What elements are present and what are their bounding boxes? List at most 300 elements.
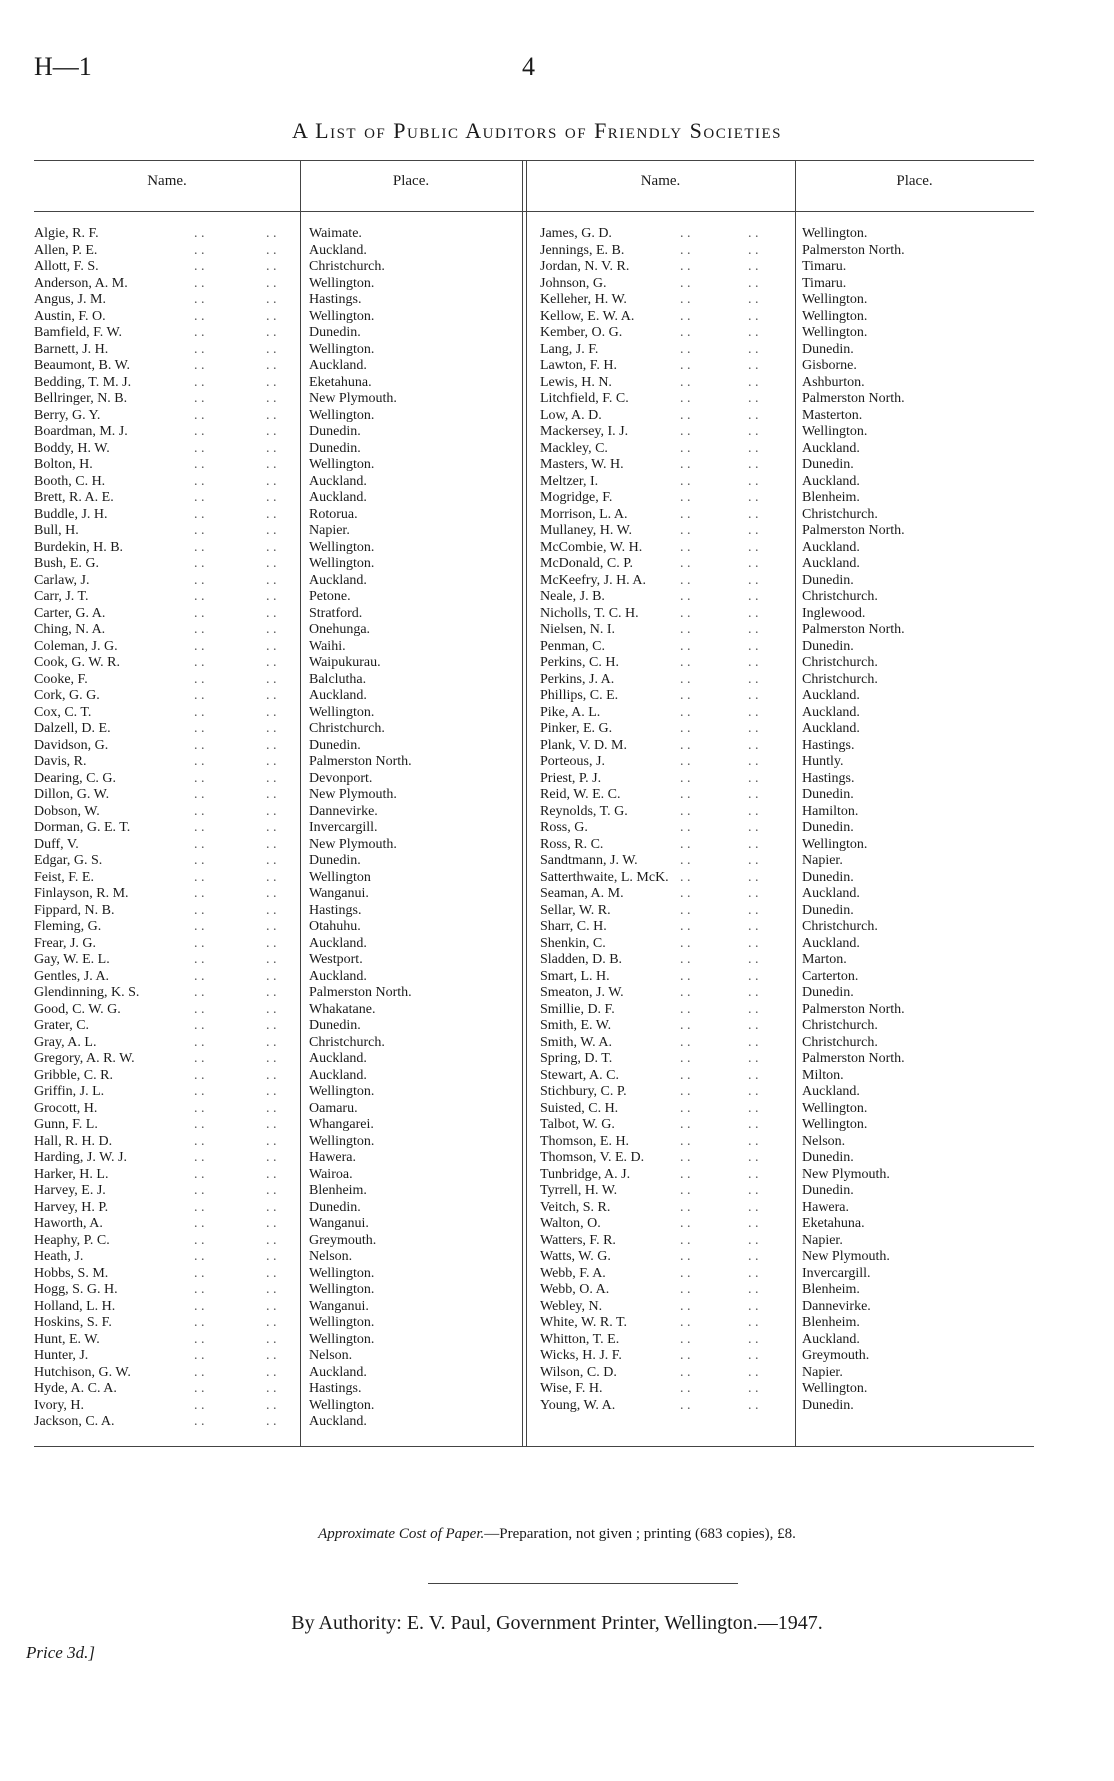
leader-dots: . . [680,1397,691,1413]
leader-dots: . . [194,655,205,670]
column-header-name-right: Name. [640,173,681,189]
leader-dots: . . [194,721,205,736]
auditor-place: Christchurch. [802,1034,878,1050]
leader-dots: . . [266,325,277,340]
leader-dots: . . [680,737,691,753]
auditor-name: Mogridge, F. [540,490,613,505]
auditor-place: Auckland. [309,358,367,373]
auditor-name: Wicks, H. J. F. [540,1348,622,1363]
leader-dots: . . [194,968,205,984]
leader-dots: . . [266,358,277,373]
list-item [540,1167,1034,1184]
list-item [34,391,514,408]
leader-dots: . . [266,638,277,654]
auditor-place: Auckland. [309,1051,367,1066]
leader-dots: . . [748,704,759,720]
auditor-place: Auckland. [309,242,367,258]
leader-dots: . . [194,935,205,951]
auditor-name: Meltzer, I. [540,473,599,489]
auditor-place: Wellington. [309,1315,375,1330]
auditor-name: Barnett, J. H. [34,341,109,357]
auditor-place: Huntly. [802,754,844,769]
list-item [540,1216,1034,1233]
list-item [540,870,1034,887]
auditor-name: Litchfield, F. C. [540,391,629,406]
list-item [34,523,514,540]
auditor-place: New Plymouth. [309,836,397,852]
auditor-name: Harker, H. L. [34,1166,109,1182]
auditor-place: Carterton. [802,968,859,984]
auditor-name: Harvey, E. J. [34,1183,106,1198]
auditor-place: Christchurch. [802,671,878,687]
list-item [34,787,514,804]
auditor-place: Auckland. [802,1331,860,1347]
auditor-place: Auckland. [802,935,860,951]
auditor-place: Wellington. [802,1117,868,1132]
leader-dots: . . [194,473,205,489]
auditor-place: Dunedin. [309,737,361,753]
auditor-place: Palmerston North. [802,622,905,637]
leader-dots: . . [266,968,277,984]
leader-dots: . . [266,952,277,967]
auditor-place: Dunedin. [802,985,854,1000]
auditor-place: Auckland. [309,935,367,951]
list-item [34,1332,514,1349]
auditor-name: Perkins, J. A. [540,671,615,687]
list-item [540,1249,1034,1266]
auditor-name: Lawton, F. H. [540,358,618,373]
auditor-place: Wanganui. [309,1216,369,1231]
list-item [34,325,514,342]
leader-dots: . . [748,1265,759,1281]
leader-dots: . . [194,1298,205,1314]
auditor-place: Auckland. [309,572,367,588]
auditor-place: Dunedin. [802,572,854,588]
auditor-name: Reynolds, T. G. [540,803,628,819]
auditor-name: Smith, W. A. [540,1034,612,1050]
leader-dots: . . [748,968,759,984]
auditor-place: Wairoa. [309,1166,353,1182]
list-item [540,309,1034,326]
leader-dots: . . [748,1084,759,1099]
leader-dots: . . [680,638,691,654]
leader-dots: . . [680,902,691,918]
auditor-place: Christchurch. [802,1018,878,1033]
auditor-name: Mackersey, I. J. [540,424,629,439]
list-item [540,243,1034,260]
list-item [34,1101,514,1118]
document-code: H—1 [34,52,92,81]
auditor-place: Timaru. [802,275,847,291]
auditor-name: Burdekin, H. B. [34,539,124,555]
auditor-name: Carr, J. T. [34,589,89,604]
auditor-place: New Plymouth. [802,1249,890,1264]
auditor-name: Brett, R. A. E. [34,490,114,505]
list-item [540,292,1034,309]
leader-dots: . . [194,490,205,505]
list-item [34,474,514,491]
auditor-name: Cox, C. T. [34,704,92,720]
leader-dots: . . [748,1051,759,1066]
auditor-name: Penman, C. [540,638,605,654]
leader-dots: . . [194,820,205,835]
auditor-place: Auckland. [802,721,860,736]
leader-dots: . . [266,1067,277,1083]
list-item [540,1200,1034,1217]
list-item [34,1282,514,1299]
leader-dots: . . [266,622,277,637]
list-item [34,985,514,1002]
page-number: 4 [522,52,535,81]
leader-dots: . . [748,374,759,390]
list-item [540,1183,1034,1200]
leader-dots: . . [680,374,691,390]
leader-dots: . . [194,1100,205,1116]
auditor-name: Allott, F. S. [34,259,99,274]
list-item [34,408,514,425]
leader-dots: . . [680,671,691,687]
auditor-name: Watts, W. G. [540,1249,611,1264]
leader-dots: . . [680,1216,691,1231]
list-item [34,672,514,689]
list-item [540,457,1034,474]
auditor-name: Booth, C. H. [34,473,106,489]
list-item [540,573,1034,590]
list-item [34,1348,514,1365]
auditor-name: Carter, G. A. [34,605,106,621]
leader-dots: . . [680,622,691,637]
auditor-place: Otahuhu. [309,919,361,934]
leader-dots: . . [194,1183,205,1198]
auditor-place: Rotorua. [309,506,358,522]
leader-dots: . . [680,1067,691,1083]
leader-dots: . . [748,919,759,934]
leader-dots: . . [266,1298,277,1314]
auditor-name: Talbot, W. G. [540,1117,615,1132]
auditor-name: Bush, E. G. [34,556,99,571]
leader-dots: . . [680,1331,691,1347]
auditor-name: Tyrrell, H. W. [540,1183,618,1198]
leader-dots: . . [194,341,205,357]
auditor-name: Cork, G. G. [34,688,100,703]
list-item [34,226,514,243]
leader-dots: . . [748,638,759,654]
leader-dots: . . [194,886,205,901]
list-item [34,1381,514,1398]
list-item [540,1299,1034,1316]
list-item [540,408,1034,425]
auditor-name: Fleming, G. [34,919,102,934]
auditor-name: White, W. R. T. [540,1315,627,1330]
list-item [34,556,514,573]
auditor-place: Auckland. [802,539,860,555]
leader-dots: . . [194,1348,205,1363]
auditor-name: Cooke, F. [34,671,88,687]
leader-dots: . . [194,737,205,753]
auditor-place: Wellington. [309,539,375,555]
leader-dots: . . [748,853,759,868]
leader-dots: . . [680,473,691,489]
auditor-place: Palmerston North. [309,985,412,1000]
auditor-place: Dunedin. [309,1199,361,1215]
auditor-name: Dalzell, D. E. [34,721,111,736]
list-item [34,1249,514,1266]
auditor-name: Feist, F. E. [34,869,94,885]
authority-rule [428,1583,738,1584]
leader-dots: . . [680,1100,691,1116]
auditor-place: Dunedin. [802,1150,854,1165]
auditor-name: Spring, D. T. [540,1051,613,1066]
leader-dots: . . [194,1199,205,1215]
leader-dots: . . [748,556,759,571]
leader-dots: . . [194,226,205,241]
column-divider-center [522,160,523,1446]
auditor-name: Kellow, E. W. A. [540,308,635,324]
leader-dots: . . [680,572,691,588]
list-item [34,1414,514,1431]
list-item [34,1134,514,1151]
leader-dots: . . [194,1067,205,1083]
leader-dots: . . [266,1282,277,1297]
auditor-name: Austin, F. O. [34,308,106,324]
leader-dots: . . [680,704,691,720]
leader-dots: . . [748,1150,759,1165]
auditor-place: Auckland. [309,1364,367,1380]
leader-dots: . . [194,787,205,802]
list-item [540,1332,1034,1349]
leader-dots: . . [266,836,277,852]
auditor-place: Dannevirke. [309,803,378,819]
leader-dots: . . [194,770,205,786]
auditor-place: Wellington. [309,1084,375,1099]
auditor-list-left [34,226,514,1431]
auditor-name: Webley, N. [540,1298,603,1314]
leader-dots: . . [194,754,205,769]
leader-dots: . . [266,1150,277,1165]
leader-dots: . . [266,259,277,274]
auditor-place: Eketahuna. [802,1216,865,1231]
auditor-place: Christchurch. [309,1034,385,1050]
leader-dots: . . [680,968,691,984]
auditor-name: Boardman, M. J. [34,424,128,439]
leader-dots: . . [266,572,277,588]
cost-footnote-label: Approximate Cost of Paper. [318,1526,485,1542]
list-item [34,1266,514,1283]
auditor-place: Petone. [309,589,351,604]
auditor-name: Hunt, E. W. [34,1331,100,1347]
leader-dots: . . [194,1232,205,1248]
auditor-name: Watters, F. R. [540,1232,616,1248]
leader-dots: . . [266,391,277,406]
auditor-name: Gray, A. L. [34,1034,97,1050]
leader-dots: . . [748,721,759,736]
auditor-place: Napier. [802,853,843,868]
auditor-name: Hoskins, S. F. [34,1315,112,1330]
auditor-name: Plank, V. D. M. [540,737,628,753]
leader-dots: . . [194,1381,205,1396]
auditor-name: Duff, V. [34,836,79,852]
leader-dots: . . [266,1166,277,1182]
auditor-place: New Plymouth. [802,1166,890,1182]
list-item [540,1051,1034,1068]
leader-dots: . . [194,589,205,604]
leader-dots: . . [266,1381,277,1396]
auditor-name: Good, C. W. G. [34,1001,121,1017]
auditor-name: Gregory, A. R. W. [34,1051,135,1066]
auditor-name: Bull, H. [34,523,79,538]
leader-dots: . . [194,523,205,538]
auditor-place: Hamilton. [802,803,859,819]
auditor-place: Auckland. [802,473,860,489]
auditor-name: Porteous, J. [540,754,605,769]
leader-dots: . . [680,1381,691,1396]
auditor-place: Inglewood. [802,605,866,621]
leader-dots: . . [748,1397,759,1413]
leader-dots: . . [194,1331,205,1347]
leader-dots: . . [748,1067,759,1083]
auditor-place: Hawera. [309,1150,357,1165]
auditor-place: Wellington [309,869,371,885]
auditor-name: Smeaton, J. W. [540,985,624,1000]
list-item [540,358,1034,375]
auditor-place: Dunedin. [802,457,854,472]
list-item [540,589,1034,606]
leader-dots: . . [194,407,205,423]
leader-dots: . . [266,935,277,951]
column-divider-center-2 [526,160,527,1446]
list-item [34,1068,514,1085]
auditor-place: Auckland. [309,490,367,505]
auditor-name: McCombie, W. H. [540,539,643,555]
auditor-place: Onehunga. [309,622,371,637]
auditor-name: Griffin, J. L. [34,1084,105,1099]
leader-dots: . . [680,407,691,423]
leader-dots: . . [266,1001,277,1017]
leader-dots: . . [748,539,759,555]
list-item [34,606,514,623]
auditor-place: Auckland. [802,440,860,456]
list-item [34,589,514,606]
auditor-name: Mullaney, H. W. [540,523,633,538]
auditor-place: Napier. [802,1364,843,1380]
list-item [540,375,1034,392]
list-item [34,639,514,656]
auditor-name: Kelleher, H. W. [540,292,627,307]
auditor-place: Auckland. [309,473,367,489]
auditor-name: Harding, J. W. J. [34,1150,127,1165]
list-item [540,837,1034,854]
leader-dots: . . [194,671,205,687]
leader-dots: . . [194,1315,205,1330]
auditor-place: Balclutha. [309,671,367,687]
auditor-place: Dunedin. [309,1018,361,1033]
auditor-name: Shenkin, C. [540,935,606,951]
leader-dots: . . [266,506,277,522]
leader-dots: . . [194,325,205,340]
leader-dots: . . [194,622,205,637]
leader-dots: . . [748,1331,759,1347]
leader-dots: . . [748,605,759,621]
auditor-name: Young, W. A. [540,1397,616,1413]
auditor-name: Ivory, H. [34,1397,85,1413]
leader-dots: . . [748,424,759,439]
list-item [34,804,514,821]
leader-dots: . . [266,655,277,670]
leader-dots: . . [680,721,691,736]
leader-dots: . . [748,523,759,538]
leader-dots: . . [748,473,759,489]
auditor-name: Sellar, W. R. [540,902,611,918]
leader-dots: . . [266,424,277,439]
list-item [540,1035,1034,1052]
auditor-place: Auckland. [802,886,860,901]
leader-dots: . . [266,1034,277,1050]
auditor-place: Eketahuna. [309,374,372,390]
auditor-place: Oamaru. [309,1100,358,1116]
auditor-name: Heaphy, P. C. [34,1232,110,1248]
leader-dots: . . [266,737,277,753]
auditor-place: Dunedin. [309,325,361,340]
leader-dots: . . [194,836,205,852]
auditor-name: Smillie, D. F. [540,1001,615,1017]
auditor-place: Palmerston North. [802,391,905,406]
page-title: A List of Public Auditors of Friendly Societies [291,118,783,143]
list-item [540,441,1034,458]
leader-dots: . . [748,341,759,357]
list-item [540,1101,1034,1118]
leader-dots: . . [266,688,277,703]
list-item [540,1150,1034,1167]
auditor-place: Hastings. [309,902,362,918]
list-item [34,259,514,276]
leader-dots: . . [680,1364,691,1380]
auditor-place: Nelson. [802,1133,846,1149]
auditor-place: Whakatane. [309,1001,376,1017]
leader-dots: . . [266,869,277,885]
leader-dots: . . [680,1034,691,1050]
leader-dots: . . [680,391,691,406]
auditor-place: Blenheim. [802,1315,860,1330]
auditor-place: Palmerston North. [802,1001,905,1017]
leader-dots: . . [194,985,205,1000]
auditor-name: Morrison, L. A. [540,506,628,522]
auditor-name: Nicholls, T. C. H. [540,605,639,621]
leader-dots: . . [748,292,759,307]
auditor-place: Wanganui. [309,886,369,901]
auditor-name: Carlaw, J. [34,572,90,588]
list-item [540,969,1034,986]
list-item [34,1117,514,1134]
list-item [34,540,514,557]
leader-dots: . . [680,1150,691,1165]
list-item [34,705,514,722]
list-item [34,1167,514,1184]
leader-dots: . . [748,952,759,967]
auditor-place: Ashburton. [802,374,865,390]
leader-dots: . . [748,308,759,324]
leader-dots: . . [266,770,277,786]
leader-dots: . . [266,407,277,423]
auditor-name: Neale, J. B. [540,589,605,604]
leader-dots: . . [748,407,759,423]
leader-dots: . . [194,308,205,324]
auditor-place: Hawera. [802,1199,850,1215]
list-item [540,1365,1034,1382]
leader-dots: . . [680,259,691,274]
list-item [540,507,1034,524]
auditor-name: Reid, W. E. C. [540,787,621,802]
leader-dots: . . [680,886,691,901]
